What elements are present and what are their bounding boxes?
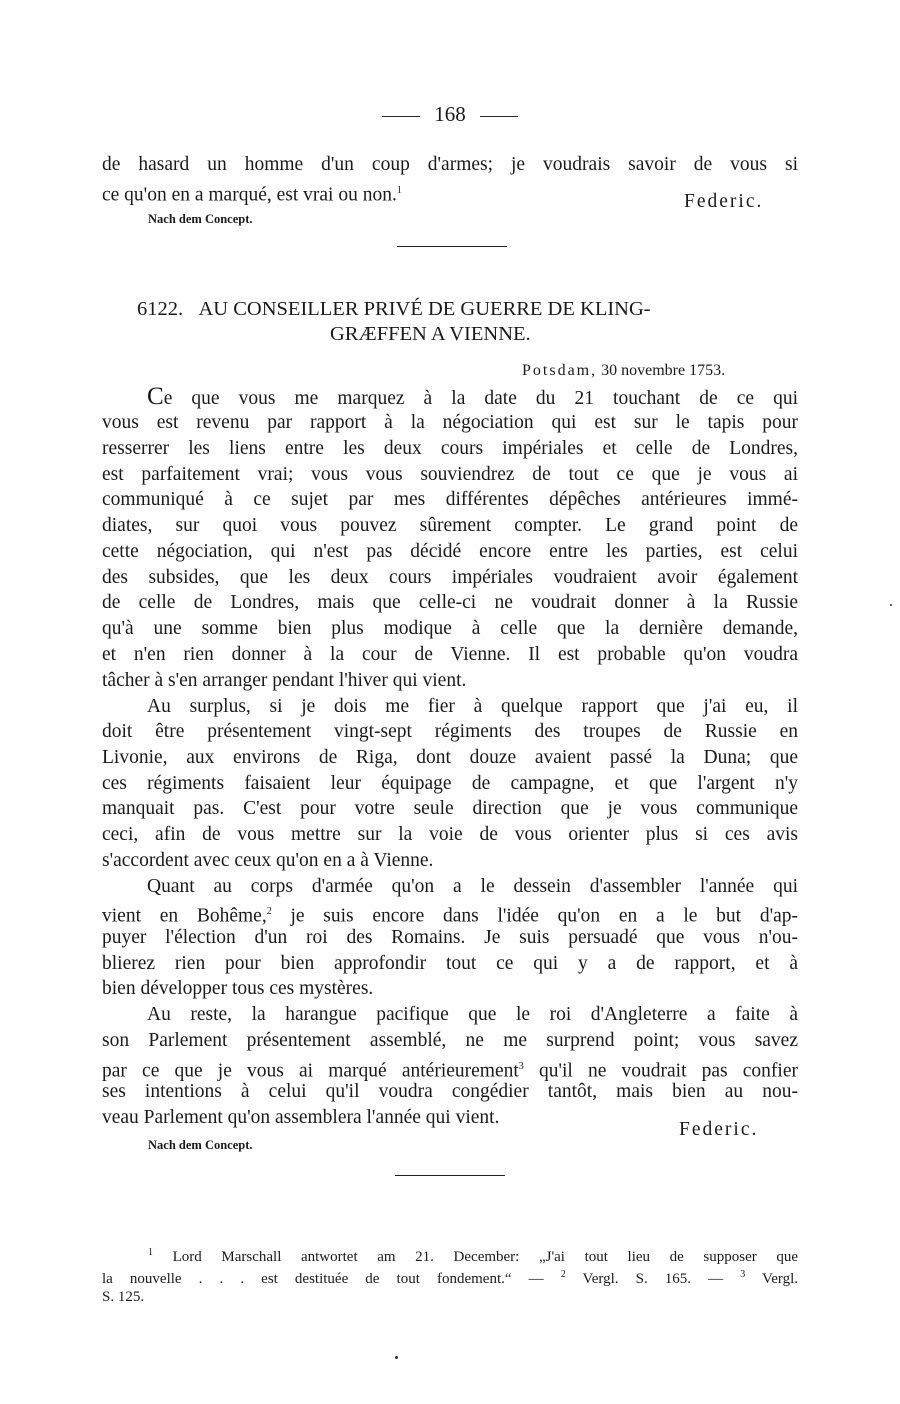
dateline [522,362,725,380]
body-line: bien développer tous ces mystères. [102,978,374,999]
body-line: blierez rien pour bien approfondir tout ce qui y a de rapport, et à [102,953,798,974]
body-line: ses intentions à celui qu'il voudra congédier tantôt, mais bien au nou- [102,1081,798,1102]
body-text: je suis encore dans l'idée qu'on en a le but d'ap- [290,905,798,927]
body-line: et n'en rien donner à la cour de Vienne. Il est probable qu'on voudra [102,644,798,665]
body-line: puyer l'élection d'un roi des Romains. Je suis persuadé que vous n'ou- [102,927,798,948]
body-text: qu'il ne voudrait pas confier [538,1060,798,1082]
page-number-dash-right [480,116,518,117]
dateline-date: 30 novembre 1753. [601,362,726,379]
footnote-line: S. 125. [102,1289,145,1305]
body-line: ces régiments faisaient leur équipage de campagne, et que l'argent n'y [102,773,798,794]
signature: Federic. [679,1119,759,1140]
footnote-marker: 2 [560,1269,566,1280]
body-line: veau Parlement qu'on assemblera l'année qui vient. [102,1107,500,1128]
footnote-marker: 1 [148,1247,153,1258]
footnote-text: Lord Marschall antwortet am 21. December: „J'ai tout lieu de supposer que [172,1249,799,1265]
initial-letter: C [147,383,164,410]
footnote-text: Vergl. [762,1271,799,1287]
body-line: Au reste, la harangue pacifique que le roi d'Angleterre a faite à [147,1004,798,1025]
body-line: des subsides, que les deux cours impériales voudraient avoir également [102,567,798,588]
body-text: vient en Bohême, [102,905,267,927]
page-speck [890,604,892,606]
page-number-dash-left [382,116,420,117]
body-line: ceci, afin de vous mettre sur la voie de vous orienter plus si ces avis [102,824,798,845]
footnote-text: Vergl. S. 165. — [582,1271,724,1287]
body-line: diates, sur quoi vous pouvez sûrement compter. Le grand point de [102,515,798,536]
section-divider [397,246,507,247]
footnote-text: la nouvelle . . . est destituée de tout fondement.“ — [102,1271,544,1287]
body-line: communiqué à ce sujet par mes différentes dépêches antérieures immé- [102,489,798,510]
body-line: vous est revenu par rapport à la négociation qui est sur le tapis pour [102,412,798,433]
body-line: Livonie, aux environs de Riga, dont douze avaient passé la Duna; que [102,747,798,768]
body-line: resserrer les liens entre les deux cours impériales et celle de Londres, [102,438,798,459]
letter-heading-line2: GRÆFFEN A VIENNE. [330,323,531,345]
letter-heading-line1: AU CONSEILLER PRIVÉ DE GUERRE DE KLING- [198,298,651,320]
source-note: Nach dem Concept. [148,1138,253,1152]
top-paragraph-text: ce qu'on en a marqué, est vrai ou non. [102,184,397,206]
footnote-ref: 1 [396,185,402,196]
body-line: cette négociation, qui n'est pas décidé encore entre les parties, est celui [102,541,798,562]
body-line: s'accordent avec ceux qu'on en a à Vienne. [102,850,434,871]
body-line [147,384,798,412]
body-line: qu'à une somme bien plus modique à celle que la dernière demande, [102,618,798,639]
body-line: est parfaitement vrai; vous vous souviendrez de tout ce que je vous ai [102,464,798,485]
footnote-marker: 3 [740,1269,746,1280]
page-speck [395,1356,398,1359]
body-line: Quant au corps d'armée qu'on a le dessein d'assembler l'année qui [147,876,798,897]
body-line: de celle de Londres, mais que celle-ci ne voudrait donner à la Russie [102,592,798,613]
letter-number: 6122. [137,298,184,320]
source-note: Nach dem Concept. [148,212,253,226]
section-divider [395,1175,505,1176]
body-line: tâcher à s'en arranger pendant l'hiver qui vient. [102,670,467,691]
page-number [0,102,900,127]
footnote-ref: 3 [518,1061,524,1072]
top-paragraph-line [102,178,402,208]
body-text: e que vous me marquez à la date du 21 touchant de ce qui [163,388,798,409]
letter-heading [137,298,651,321]
body-text: par ce que je vous ai marqué antérieurement [102,1060,519,1082]
body-line: Au surplus, si je dois me fier à quelque rapport que j'ai eu, il [147,696,798,717]
dateline-place: Potsdam, [522,362,598,379]
page-number-text: 168 [434,102,466,126]
body-line: doit être présentement vingt-sept régiments des troupes de Russie en [102,721,798,742]
body-line: son Parlement présentement assemblé, ne me surprend point; vous savez [102,1030,798,1051]
footnote-ref: 2 [266,906,272,917]
top-paragraph-line: de hasard un homme d'un coup d'armes; je voudrais savoir de vous si [102,154,798,175]
signature: Federic. [684,191,764,212]
body-line: manquait pas. C'est pour votre seule direction que je vous communique [102,798,798,819]
